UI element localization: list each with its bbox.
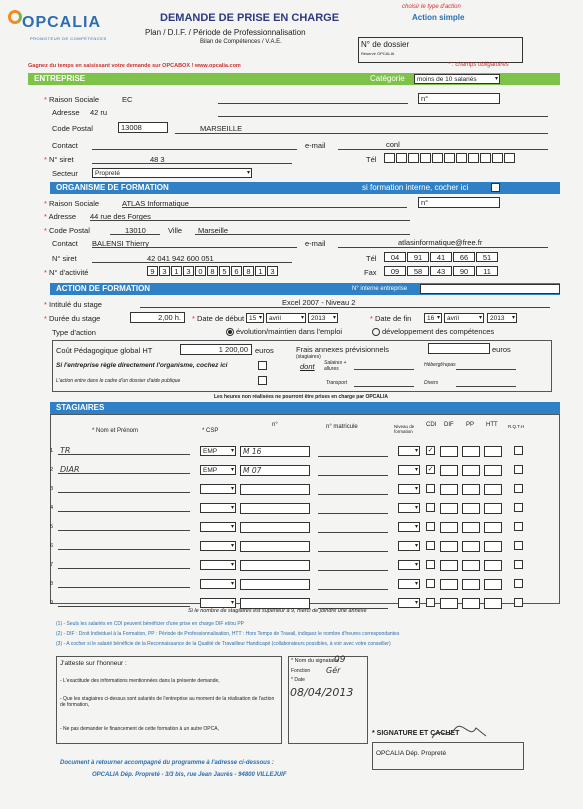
type-option-developpement[interactable]: développement des compétences [372, 327, 494, 336]
action-interne-label: N° interne entreprise [352, 286, 408, 292]
adresse-value[interactable]: 42 ru [90, 108, 108, 117]
organisme-band-title: ORGANISME DE FORMATION [56, 183, 169, 192]
form-subtitle: Plan / D.I.F. / Période de Professionnalisation [145, 28, 306, 37]
date-fin-label: * Date de fin [370, 314, 412, 323]
organisme-band [50, 182, 560, 194]
dif-field[interactable] [440, 503, 458, 514]
ville-line [175, 133, 548, 134]
matricule-line[interactable] [318, 589, 388, 590]
csp-select[interactable] [200, 579, 236, 589]
htt-field[interactable] [484, 503, 502, 514]
org-cp-label: * Code Postal [44, 226, 90, 235]
rqth-checkbox[interactable] [514, 503, 523, 512]
row-number: 8 [50, 581, 54, 587]
pp-field[interactable] [462, 484, 480, 495]
adresse-label: Adresse [52, 108, 80, 117]
fax-cells[interactable]: 09 58 43 90 11 [384, 266, 499, 276]
org-email-value[interactable]: atlasinformatique@free.fr [398, 238, 483, 247]
opcabox-notice: Gagnez du temps en saisissant votre demande sur OPCABOX ! www.opcalia.com [28, 63, 241, 69]
intitule-label: * Intitulé du stage [44, 300, 102, 309]
stagiaire-name-line [58, 530, 190, 531]
attestation-item-2: - Que les stagiaires ci-dessus sont salariés de l'entreprise au moment de la réalisation de l'action de formation, [60, 696, 275, 708]
matricule-line[interactable] [318, 475, 388, 476]
signature-label: * SIGNATURE ET CACHET [372, 730, 460, 737]
intitule-value[interactable]: Excel 2007 - Niveau 2 [282, 298, 356, 307]
action-interne-field[interactable] [420, 284, 560, 294]
stagiaire-name-line [58, 587, 190, 588]
rqth-checkbox[interactable] [514, 465, 523, 474]
hebergement-label: Hébergt/repas [424, 362, 456, 368]
adresse-line [218, 116, 548, 117]
aide-label: L'action entre dans le cadre d'un dossier d'aide publique [56, 378, 181, 384]
niveau-select[interactable] [398, 503, 420, 513]
action-band-title: ACTION DE FORMATION [56, 284, 151, 293]
entreprise-band-title: ENTREPRISE [34, 74, 86, 83]
duree-label: * Durée du stage [44, 314, 101, 323]
matricule-line[interactable] [318, 551, 388, 552]
rqth-checkbox[interactable] [514, 560, 523, 569]
col-pp-header: PP [466, 422, 475, 428]
categorie-select[interactable]: moins de 10 salariés ▾ [414, 74, 500, 84]
activite-cells[interactable]: 9 3 1 3 0 8 5 6 8 1 3 [147, 266, 279, 276]
rqth-checkbox[interactable] [514, 541, 523, 550]
dont-label: dont [300, 362, 315, 371]
niveau-select[interactable] [398, 579, 420, 589]
email-value[interactable]: conl [386, 140, 400, 149]
note-3: (3) - A cocher si le salarié bénéficie de la Reconnaissance de la Qualité de Travailleur Handicapé (collaborateurs possibles, à voir avec votre conseiller) [56, 641, 391, 647]
row-number: 5 [50, 524, 54, 530]
footer-line-1: Document à retourner accompagné du programme à l'adresse ci-dessous : [60, 760, 274, 766]
col-cdi-header: CDI [426, 422, 437, 428]
col-csp-header: * CSP [202, 428, 219, 434]
divers-label: Divers [424, 380, 439, 386]
raison-sociale-line [218, 103, 408, 104]
raison-sociale-label: * Raison Sociale [44, 95, 100, 104]
row-number: 9 [50, 600, 54, 606]
siret-label: * N° siret [44, 155, 74, 164]
org-raison-label: * Raison Sociale [44, 199, 100, 208]
brand-tagline: PROMOTEUR DE COMPÉTENCES [30, 36, 107, 41]
frais-field[interactable] [428, 343, 490, 354]
cout-label: Coût Pédagogique global HT [56, 346, 153, 355]
rqth-checkbox[interactable] [514, 522, 523, 531]
dif-field[interactable] [440, 484, 458, 495]
date-label: * Date [291, 677, 305, 683]
org-n-field[interactable]: n° [418, 197, 500, 208]
frais-sub: (stagiaires) [296, 354, 321, 360]
fonction-value[interactable]: Gér [326, 666, 341, 675]
niveau-select[interactable] [398, 541, 420, 551]
stagiaire-name[interactable]: DIAR [60, 465, 80, 474]
matricule-line[interactable] [318, 456, 388, 457]
htt-field[interactable] [484, 541, 502, 552]
secteur-select[interactable]: Propreté ▾ [92, 168, 252, 178]
col-matricule-header: n° matricule [326, 424, 358, 430]
type-option-evolution[interactable]: évolution/maintien dans l'emploi [226, 327, 342, 336]
fin-year-select[interactable]: 2013 ▾ [487, 313, 517, 323]
pp-field[interactable] [462, 541, 480, 552]
matricule-line[interactable] [318, 570, 388, 571]
niveau-select[interactable] [398, 484, 420, 494]
csp-select[interactable] [200, 522, 236, 532]
matricule-line[interactable] [318, 494, 388, 495]
pp-field[interactable] [462, 465, 480, 476]
stagiaire-number[interactable] [240, 522, 310, 533]
heures-note: Les heures non réalisées ne pourront être prises en charge par OPCALIA [214, 394, 388, 400]
email-label: e-mail [305, 141, 326, 150]
stagiaire-number[interactable] [240, 579, 310, 590]
note-1: (1) - Seuls les salariés en CDI peuvent bénéficier d'une prise en charge DIF et/ou PP [56, 621, 244, 627]
org-raison-line [122, 207, 407, 208]
ville-value[interactable]: MARSEILLE [200, 124, 243, 133]
cdi-checkbox[interactable] [426, 560, 435, 569]
matricule-line[interactable] [318, 532, 388, 533]
stagiaire-number[interactable] [240, 560, 310, 571]
csp-select[interactable] [200, 598, 236, 608]
hebergement-line[interactable] [456, 369, 516, 370]
tel-label: Tél [366, 155, 377, 164]
org-adresse-line [90, 220, 410, 221]
regle-label: Si l'entreprise règle directement l'organisme, cochez ici [56, 362, 228, 369]
secteur-label: Secteur [52, 169, 78, 178]
org-contact-label: Contact [52, 239, 78, 248]
fin-day-select[interactable]: 16 ▾ [424, 313, 442, 323]
aide-checkbox[interactable] [258, 376, 267, 385]
dossier-note: Réservé OPCALIA [361, 51, 395, 56]
org-tel-cells[interactable]: 04 91 41 66 51 [384, 252, 499, 262]
attestation-item-3: - Ne pas demander le financement de cette formation à un autre OPCA, [60, 726, 219, 732]
brand-logo: OPCALIA [22, 14, 101, 31]
stagiaire-number[interactable] [240, 484, 310, 495]
org-ville-label: Ville [168, 226, 183, 235]
code-postal-label: Code Postal [52, 124, 93, 133]
debut-day-select[interactable]: 15 ▾ [246, 313, 264, 323]
handwritten-signature-icon [430, 722, 490, 744]
cdi-checkbox[interactable]: ✓ [427, 466, 434, 473]
org-siret-value[interactable]: 42 041 942 600 051 [147, 254, 214, 263]
dossier-number-box [358, 37, 523, 63]
pp-field[interactable] [462, 503, 480, 514]
matricule-line[interactable] [318, 513, 388, 514]
mandatory-note: * : champs obligatoires [448, 62, 509, 68]
salaires-line[interactable] [354, 369, 414, 370]
htt-field[interactable] [484, 579, 502, 590]
pp-field[interactable] [462, 522, 480, 533]
niveau-select[interactable] [398, 465, 420, 475]
org-ville-value[interactable]: Marseille [198, 226, 229, 235]
form-title: DEMANDE DE PRISE EN CHARGE [160, 12, 340, 24]
radio-evolution-icon [226, 328, 234, 336]
siret-value[interactable]: 48 3 [150, 155, 165, 164]
col-rqth-header: R.Q.T.H [508, 424, 525, 429]
csp-select[interactable]: EMP ▾ [200, 446, 236, 456]
contact-line[interactable] [92, 149, 297, 150]
siret-line [92, 163, 292, 164]
cdi-checkbox[interactable] [426, 598, 435, 607]
cdi-checkbox[interactable] [426, 522, 435, 531]
pp-field[interactable] [462, 560, 480, 571]
signature-stamp-text: OPCALIA Dép. Propreté [376, 750, 447, 757]
col-niveau-header: Niveau de formation [394, 424, 415, 434]
org-ville-line [195, 234, 410, 235]
cdi-checkbox[interactable] [426, 484, 435, 493]
htt-field[interactable] [484, 446, 502, 457]
divers-line[interactable] [456, 386, 516, 387]
email-line [338, 149, 548, 150]
footer-line-2: OPCALIA Dép. Propreté - 3/3 bis, rue Jean Jaurès - 94800 VILLEJUIF [92, 772, 287, 778]
dif-field[interactable] [440, 522, 458, 533]
debut-year-select[interactable]: 2013 ▾ [308, 313, 338, 323]
stagiaire-number[interactable]: M 07 [240, 465, 310, 476]
dif-field[interactable] [440, 446, 458, 457]
action-type-select[interactable]: Action simple [412, 13, 465, 22]
col-htt-header: HTT [486, 422, 498, 428]
dif-field[interactable] [440, 541, 458, 552]
stagiaire-name-line [58, 511, 190, 512]
cdi-checkbox[interactable] [426, 579, 435, 588]
stagiaire-number[interactable] [240, 541, 310, 552]
col-n-header: n° [272, 422, 278, 428]
org-cp-line [110, 234, 160, 235]
dif-field[interactable] [440, 579, 458, 590]
htt-field[interactable] [484, 522, 502, 533]
pp-field[interactable] [462, 579, 480, 590]
stagiaires-band [50, 402, 560, 414]
niveau-select[interactable] [398, 598, 420, 608]
fax-label: Fax [364, 268, 377, 277]
org-cp-value[interactable]: 13010 [125, 226, 146, 235]
dif-field[interactable] [440, 465, 458, 476]
formation-interne-checkbox[interactable] [491, 183, 500, 192]
csp-select[interactable] [200, 484, 236, 494]
cdi-checkbox[interactable] [426, 541, 435, 550]
annexe-note: Si le nombre de stagiaires est supérieur à 9, merci de joindre une annexe [188, 608, 367, 614]
cout-unit: euros [255, 346, 274, 355]
choice-note: choisir le type d'action [402, 4, 461, 10]
stagiaire-name-line [58, 606, 190, 607]
debut-month-select[interactable]: avril ▾ [266, 313, 306, 323]
dif-field[interactable] [440, 598, 458, 609]
cdi-checkbox[interactable] [426, 503, 435, 512]
htt-field[interactable] [484, 560, 502, 571]
org-email-label: e-mail [305, 239, 326, 248]
contact-label: Contact [52, 141, 78, 150]
stagiaire-name-line [58, 492, 190, 493]
attestation-title: J'atteste sur l'honneur : [60, 660, 127, 667]
tel-cells[interactable] [384, 153, 516, 163]
form-subtitle-2: Bilan de Compétences / V.A.E. [200, 39, 282, 45]
raison-sociale-value[interactable]: EC [122, 95, 133, 104]
fin-month-select[interactable]: avril ▾ [444, 313, 484, 323]
org-contact-line [92, 247, 297, 248]
niveau-select[interactable] [398, 522, 420, 532]
transport-line[interactable] [354, 386, 414, 387]
niveau-select[interactable] [398, 446, 420, 456]
type-action-label: Type d'action [52, 328, 96, 337]
transport-label: Transport [326, 380, 348, 386]
activite-label: * N° d'activité [44, 268, 89, 277]
stagiaire-number[interactable] [240, 503, 310, 514]
rqth-checkbox[interactable] [514, 484, 523, 493]
nom-signataire-value[interactable]: 09 [334, 655, 346, 665]
stagiaire-name-line [58, 568, 190, 569]
cdi-checkbox[interactable]: ✓ [427, 447, 434, 454]
col-dif-header: DIF [444, 422, 454, 428]
org-email-line [338, 247, 548, 248]
intitule-line [140, 307, 550, 308]
cout-field[interactable]: 1 200,00 [180, 344, 252, 355]
row-number: 2 [50, 467, 54, 473]
duree-field[interactable]: 2,00 h. [130, 312, 185, 323]
date-debut-label: * Date de début [192, 314, 245, 323]
interne-label: si formation interne, cocher ici [362, 183, 469, 192]
stagiaire-name-line [58, 549, 190, 550]
org-raison-value[interactable]: ATLAS Informatique [122, 199, 189, 208]
categorie-label: Catégorie [370, 74, 405, 83]
regle-checkbox[interactable] [258, 361, 267, 370]
row-number: 6 [50, 543, 54, 549]
row-number: 1 [50, 448, 54, 454]
org-adresse-label: * Adresse [44, 212, 77, 221]
stagiaire-name-line [58, 473, 190, 474]
org-siret-label: N° siret [52, 254, 77, 263]
htt-field[interactable] [484, 598, 502, 609]
htt-field[interactable] [484, 484, 502, 495]
salaires-label: Salaires + allures [324, 360, 347, 372]
attestation-item-1: - L'exactitude des informations mentionnées dans la présente demande, [60, 678, 220, 684]
fonction-label: Fonction [291, 668, 311, 674]
stagiaire-name[interactable]: TR [60, 446, 71, 455]
pp-field[interactable] [462, 446, 480, 457]
row-number: 7 [50, 562, 54, 568]
note-2: (2) - DIF : Droit Individuel à la Formation, PP : Période de Professionnalisation, HTT : Hors Temps de Travail, indiquez le nombre d'heures correspondantes [56, 631, 400, 637]
opcalia-logo-mark-icon [8, 10, 22, 24]
niveau-select[interactable] [398, 560, 420, 570]
row-number: 4 [50, 505, 54, 511]
stagiaires-band-title: STAGIAIRES [56, 403, 105, 412]
row-number: 3 [50, 486, 54, 492]
pp-field[interactable] [462, 598, 480, 609]
code-postal-field[interactable]: 13008 [118, 122, 168, 133]
frais-label: Frais annexes prévisionnels [296, 345, 389, 354]
org-siret-line [92, 262, 292, 263]
stagiaire-name-line [58, 454, 190, 455]
csp-select[interactable] [200, 560, 236, 570]
rqth-checkbox[interactable] [514, 579, 523, 588]
org-contact-value[interactable]: BALENSI Thierry [92, 239, 149, 248]
org-adresse-value[interactable]: 44 rue des Forges [90, 212, 151, 221]
csp-select[interactable]: EMP ▾ [200, 465, 236, 475]
htt-field[interactable] [484, 465, 502, 476]
org-tel-label: Tél [366, 254, 377, 263]
dif-field[interactable] [440, 560, 458, 571]
radio-developpement-icon [372, 328, 380, 336]
col-nom-header: * Nom et Prénom [92, 428, 139, 434]
date-value[interactable]: 08/04/2013 [290, 686, 354, 699]
csp-select[interactable] [200, 503, 236, 513]
entreprise-n-field[interactable]: n° [418, 93, 500, 104]
frais-unit: euros [492, 345, 511, 354]
dossier-label: N° de dossier [361, 40, 410, 49]
rqth-checkbox[interactable] [514, 598, 523, 607]
rqth-checkbox[interactable] [514, 446, 523, 455]
nom-signataire-label: * Nom du signataire [291, 658, 340, 664]
csp-select[interactable] [200, 541, 236, 551]
stagiaire-number[interactable]: M 16 [240, 446, 310, 457]
